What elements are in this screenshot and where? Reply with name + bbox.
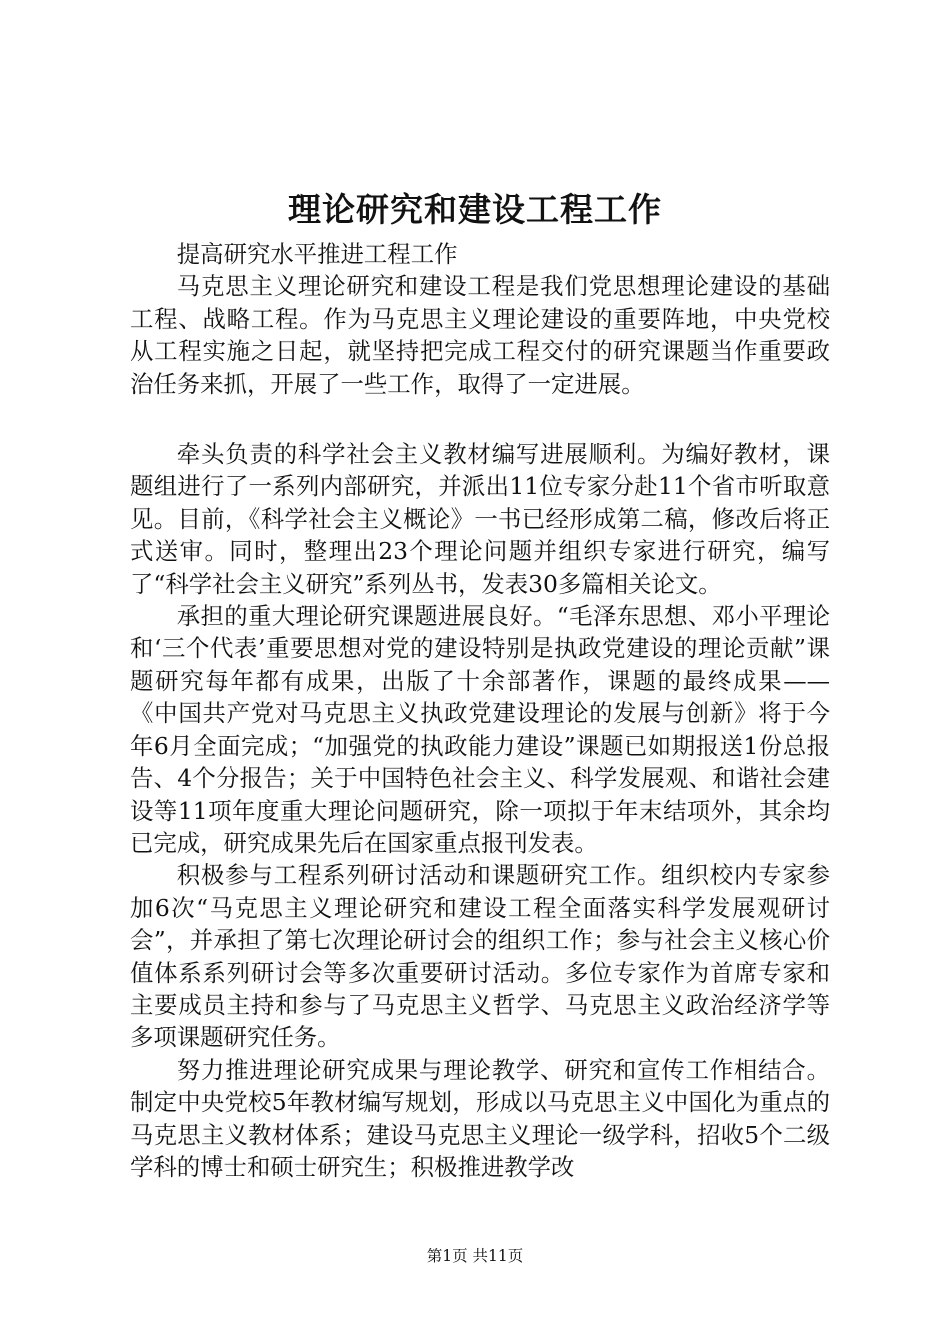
paragraph-teaching: 努力推进理论研究成果与理论教学、研究和宣传工作相结合。制定中央党校5年教材编写规划，形成以马克思主义中国化为重点的马克思主义教材体系；建设马克思主义理论一级学科，招收5个二级学科的博士和硕士研究生；积极推进教学改 — [130, 1055, 830, 1181]
blank-line — [130, 400, 830, 438]
paragraph-textbook: 牵头负责的科学社会主义教材编写进展顺利。为编好教材，课题组进行了一系列内部研究，并派出11位专家分赴11个省市听取意见。目前，《科学社会主义概论》一书已经形成第二稿，修改后将正式送审。同时，整理出23个理论问题并组织专家进行研究，编写了“科学社会主义研究”系列丛书，发表30多篇相关论文。 — [130, 440, 830, 598]
paragraph-research-topics: 承担的重大理论研究课题进展良好。“毛泽东思想、邓小平理论和‘三个代表’重要思想对党的建设特别是执政党建设的理论贡献”课题研究每年都有成果，出版了十余部著作，课题的最终成果——《中国共产党对马克思主义执政党建设理论的发展与创新》将于今年6月全面完成；“加强党的执政能力建设”课题已如期报送1份总报告、4个分报告；关于中国特色社会主义、科学发展观、和谐社会建设等11项年度重大理论问题研究，除一项拟于年末结项外，其余均已完成，研究成果先后在国家重点报刊发表。 — [130, 602, 830, 857]
document-body — [130, 238, 830, 1183]
paragraph-seminars: 积极参与工程系列研讨活动和课题研究工作。组织校内专家参加6次“马克思主义理论研究和建设工程全面落实科学发展观研讨会”，并承担了第七次理论研讨会的组织工作；参与社会主义核心价值体系系列研讨会等多次重要研讨活动。多位专家作为首席专家和主要成员主持和参与了马克思主义哲学、马克思主义政治经济学等多项课题研究任务。 — [130, 861, 830, 1052]
paragraph-intro: 马克思主义理论研究和建设工程是我们党思想理论建设的基础工程、战略工程。作为马克思主义理论建设的重要阵地，中央党校从工程实施之日起，就坚持把完成工程交付的研究课题当作重要政治任务来抓，开展了一些工作，取得了一定进展。 — [130, 272, 830, 398]
page-number-footer: 第1页 共11页 — [426, 1247, 524, 1265]
document-subtitle: 提高研究水平推进工程工作 — [176, 240, 458, 268]
document-title: 理论研究和建设工程工作 — [288, 190, 662, 229]
